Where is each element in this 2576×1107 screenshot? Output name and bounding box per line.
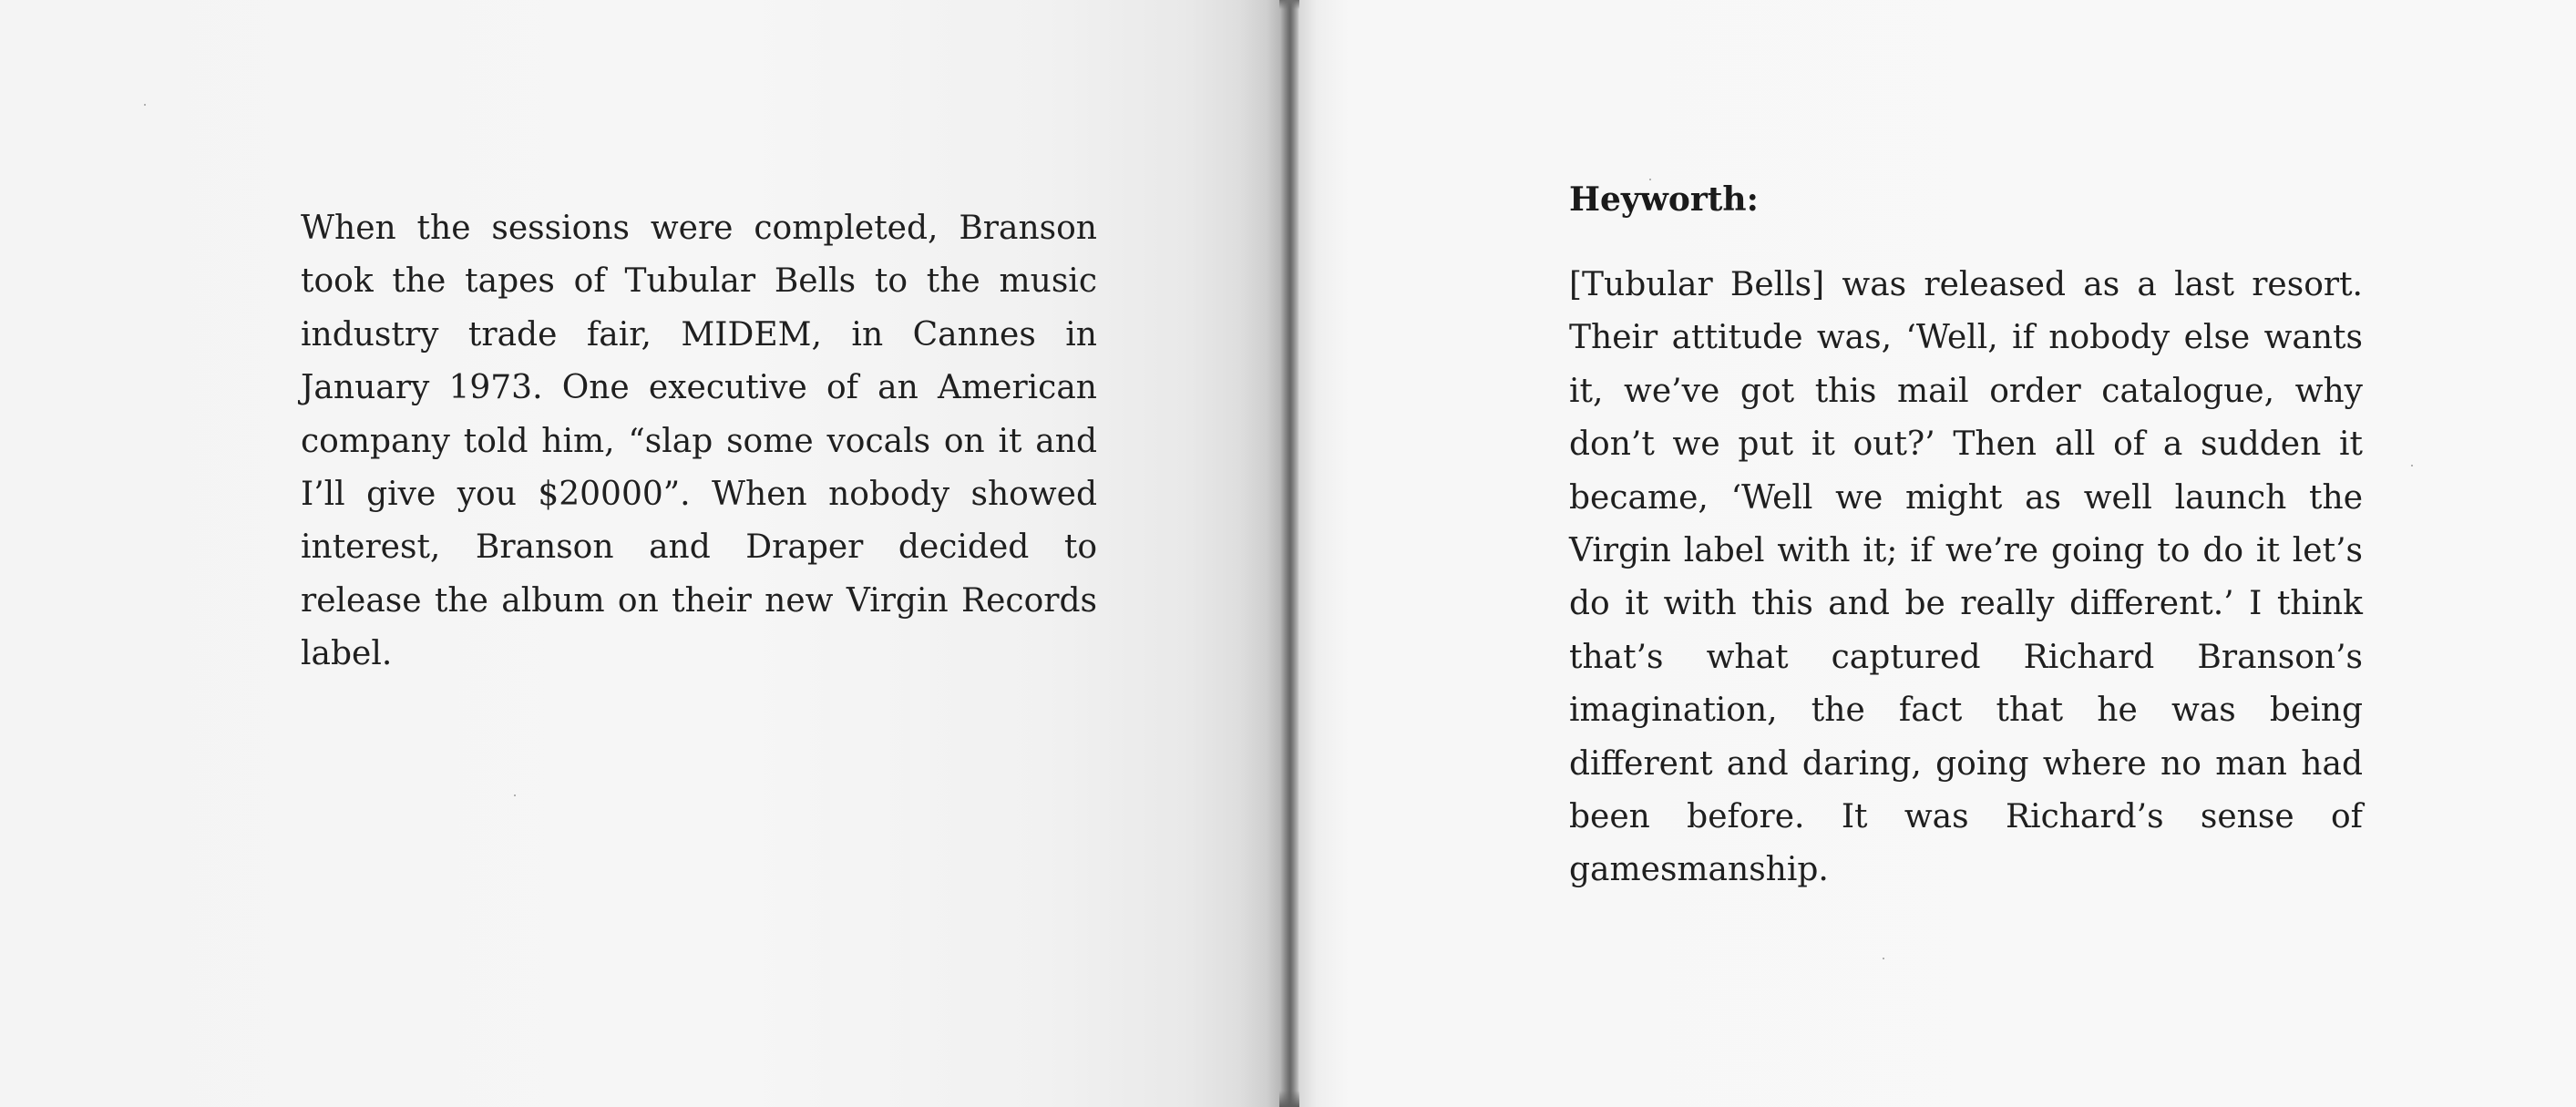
speaker-heading: Heyworth: — [1569, 180, 1759, 219]
speaker-quote: [Tubular Bells] was released as a last resort. Their attitude was, ‘Well, if nobody else wants it, we’ve got this mail order catalogue, why don’t we put it out?’ Then all of a sudden it became, ‘Well we might as well launch the Virgin label with it; if we’re going to do it let’s do it with this and be really different.’ I think that’s what captured Richard Branson’s imagination, the fact that he was being different and daring, going where no man had been before. It was Richard’s sense of gamesmanship. — [1569, 266, 2363, 889]
paper-speck — [1883, 958, 1884, 959]
left-page-paragraph: When the sessions were completed, Branson took the tapes of Tubular Bells to the music industry trade fair, MIDEM, in Cannes in January 1973. One executive of an American company told him, “slap some vocals on it and I’ll give you $20000”. When nobody showed interest, Branson and Draper decided to release the album on their new Virgin Records label. — [301, 210, 1097, 673]
paper-speck — [514, 794, 516, 796]
paper-speck — [2411, 465, 2413, 466]
paper-speck — [1649, 179, 1651, 180]
left-page — [0, 0, 1287, 1107]
paper-speck — [144, 104, 146, 106]
